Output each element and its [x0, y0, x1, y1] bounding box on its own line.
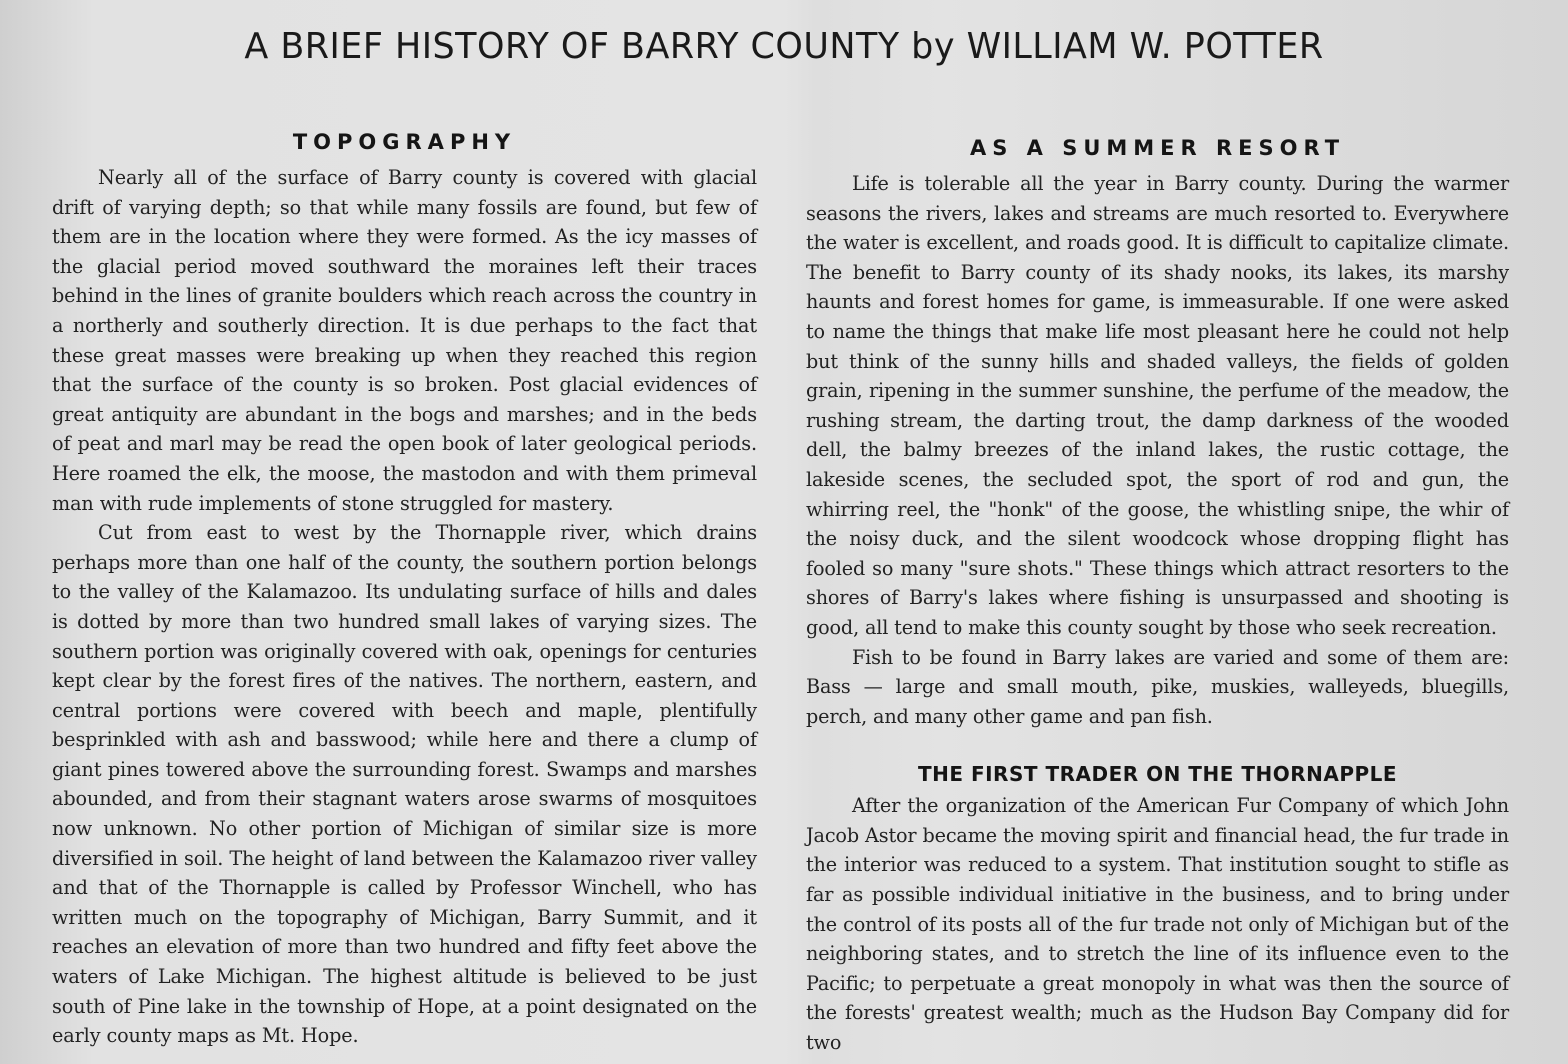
right-column: [806, 133, 1509, 1058]
topography-paragraph-1: Nearly all of the surface of Barry county is covered with glacial drift of varying depth; so that while many fossils are found, but few of them are in the location where they were formed. As the icy masses of the glacial period moved southward the moraines left their traces behind in the lines of granite boulders which reach across the country in a northerly and southerly direction. It is due perhaps to the fact that these great masses were breaking up when they reached this region that the surface of the county is so broken. Post glacial evidences of great antiquity are abundant in the bogs and marshes; and in the beds of peat and marl may be read the open book of later geological periods. Here roamed the elk, the moose, the mastodon and with them primeval man with rude implements of stone struggled for mastery.: [52, 166, 757, 515]
page-title: A BRIEF HISTORY OF BARRY COUNTY by WILLIAM W. POTTER: [244, 26, 1324, 67]
first-trader-heading: THE FIRST TRADER ON THE THORNAPPLE: [917, 762, 1398, 787]
topography-paragraph-2: Cut from east to west by the Thornapple river, which drains perhaps more than one half of the county, the southern portion belongs to the valley of the Kalamazoo. Its undulating surface of hills and dales is dotted by more than two hundred small lakes of varying sizes. The southern portion was originally covered with oak, openings for centuries kept clear by the forest fires of the natives. The northern, eastern, and central portions were covered with beech and maple, plentifully besprinkled with ash and basswood; while here and there a clump of giant pines towered above the surrounding forest. Swamps and marshes abounded, and from their stagnant waters arose swarms of mosquitoes now unknown. No other portion of Michigan of similar size is more diversified in soil. The height of land between the Kalamazoo river valley and that of the Thornapple is called by Professor Winchell, who has written much on the topography of Michigan, Barry Summit, and it reaches an elevation of more than two hundred and fifty feet above the waters of Lake Michigan. The highest altitude is believed to be just south of Pine lake in the township of Hope, at a point designated on the early county maps as Mt. Hope.: [52, 521, 757, 1048]
first-trader-paragraph-1: After the organization of the American Fur Company of which John Jacob Astor became the moving spirit and financial head, the fur trade in the interior was reduced to a system. That institution sought to stifle as far as possible individual initiative in the business, and to bring under the control of its posts all of the fur trade not only of Michigan but of the neighboring states, and to stretch the line of its influence even to the Pacific; to perpetuate a great monopoly in what was then the source of the forests' greatest wealth; much as the Hudson Bay Company did for two: [806, 794, 1509, 1055]
topography-heading: TOPOGRAPHY: [292, 130, 517, 154]
summer-resort-paragraph-2: Fish to be found in Barry lakes are varied and some of them are: Bass — large and small mouth, pike, muskies, walleyeds, bluegills, perch, and many other game and pan fish.: [806, 645, 1509, 728]
section-spacer: [806, 731, 1509, 759]
summer-resort-paragraph-1: Life is tolerable all the year in Barry county. During the warmer seasons the rivers, lakes and streams are much resorted to. Everywhere the water is excellent, and roads good. It is difficult to capitalize climate. The benefit to Barry county of its shady nooks, its lakes, its marshy haunts and forest homes for game, is immeasurable. If one were asked to name the things that make life most pleasant here he could not help but think of the sunny hills and shaded valleys, the fields of golden grain, ripening in the summer sunshine, the perfume of the meadow, the rushing stream, the darting trout, the damp darkness of the wooded dell, the balmy breezes of the inland lakes, the rustic cottage, the lakeside scenes, the secluded spot, the sport of rod and gun, the whirring reel, the "honk" of the goose, the whistling snipe, the whir of the noisy duck, and the silent woodcock whose dropping flight has fooled so many "sure shots." These things which attract resorters to the shores of Barry's lakes where fishing is unsurpassed and shooting is good, all tend to make this county sought by those who seek recreation.: [806, 172, 1509, 639]
left-column: [52, 127, 757, 1051]
summer-resort-heading: AS A SUMMER RESORT: [969, 136, 1346, 160]
